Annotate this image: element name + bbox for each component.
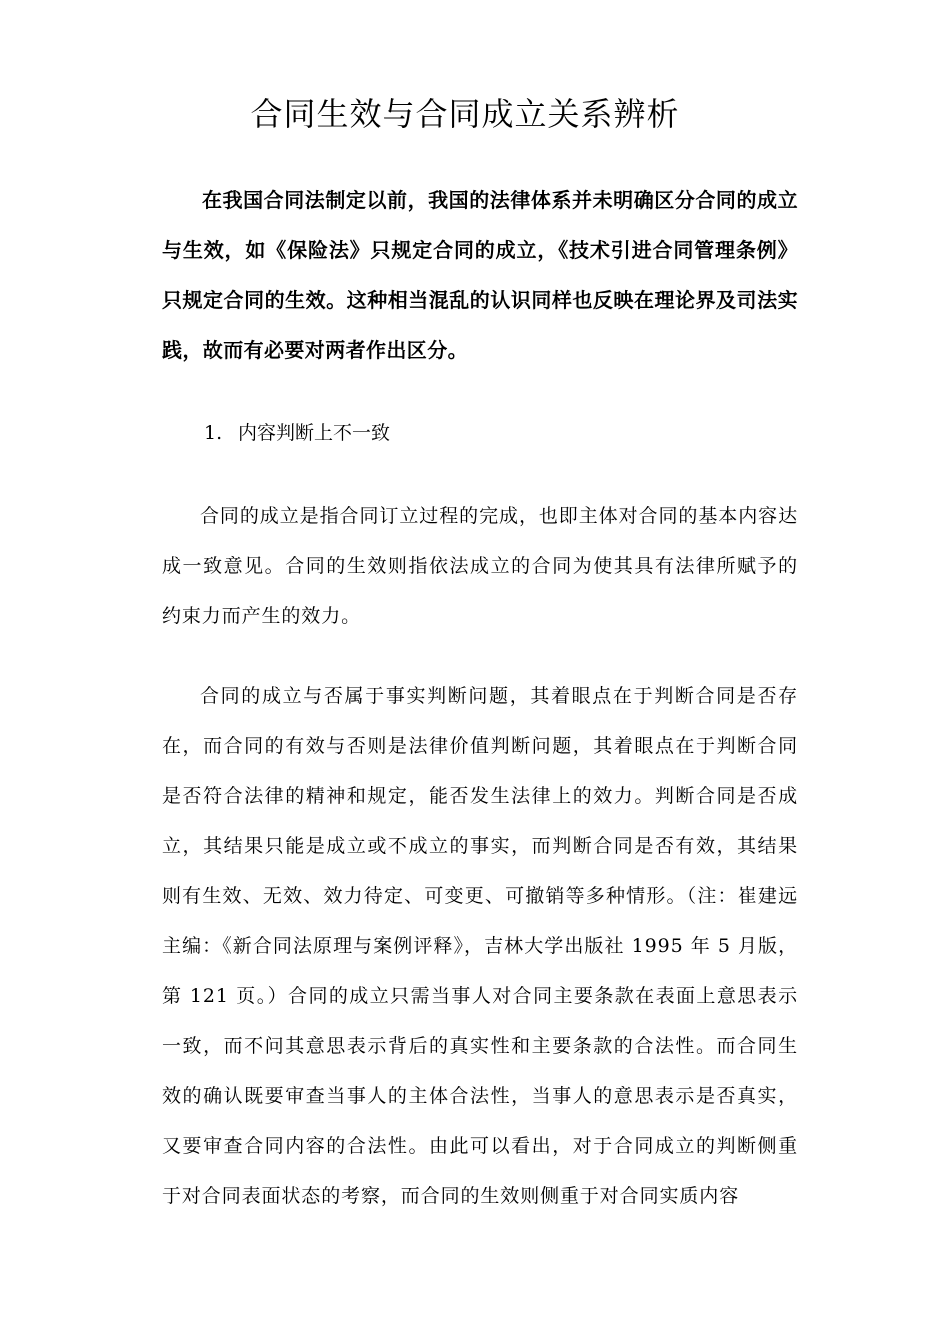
document-title: 合同生效与合同成立关系辨析 [250, 95, 680, 133]
body-paragraph-1: 合同的成立是指合同订立过程的完成，也即主体对合同的基本内容达成一致意见。合同的生效则指依法成立的合同为使其具有法律所赋予的约束力而产生的效力。 [162, 505, 798, 627]
section-heading [204, 413, 390, 453]
section-number: 1. [204, 422, 223, 444]
intro-paragraph: 在我国合同法制定以前，我国的法律体系并未明确区分合同的成立与生效，如《保险法》只规定合同的成立，《技术引进合同管理条例》只规定合同的生效。这种相当混乱的认识同样也反映在理论界及司法实践，故而有必要对两者作出区分。 [162, 188, 798, 362]
section-heading-text: 内容判断上不一致 [238, 422, 391, 444]
body-paragraph-2: 合同的成立与否属于事实判断问题，其着眼点在于判断合同是否存在，而合同的有效与否则是法律价值判断问题，其着眼点在于判断合同是否符合法律的精神和规定，能否发生法律上的效力。判断合同是否成立，其结果只能是成立或不成立的事实，而判断合同是否有效，其结果则有生效、无效、效力待定、可变更、可撤销等多种情形。（注：崔建远主编：《新合同法原理与案例评释》，吉林大学出版社 1995 年 5 月版，第 121 页。）合同的成立只需当事人对合同主要条款在表面上意思表示一致，而不问其意思表示背后的真实性和主要条款的合法性。而合同生效的确认既要审查当事人的主体合法性，当事人的意思表示是否真实，又要审查合同内容的合法性。由此可以看出，对于合同成立的判断侧重于对合同表面状态的考察，而合同的生效则侧重于对合同实质内容 [162, 685, 798, 1207]
